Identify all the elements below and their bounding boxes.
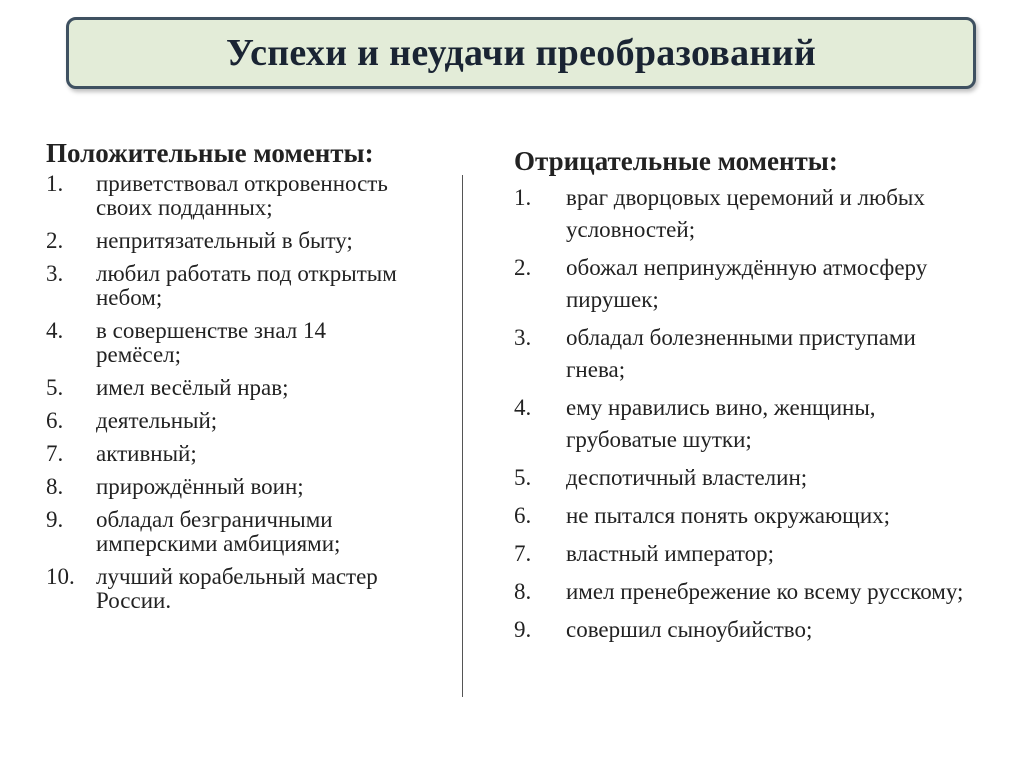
list-item (46, 442, 406, 466)
item-text: непритязательный в быту; (96, 228, 353, 253)
list-item (514, 462, 974, 494)
item-text: приветствовал откровенность своих подданных; (96, 171, 388, 220)
item-number: 6. (514, 503, 532, 528)
item-number: 5. (514, 465, 532, 490)
negative-heading: Отрицательные моменты: (514, 146, 838, 176)
list-item (46, 262, 406, 310)
list-item (46, 508, 406, 556)
list-item (514, 322, 974, 386)
list-item (46, 172, 406, 220)
item-number: 5. (46, 375, 64, 400)
negative-list (514, 182, 974, 646)
list-item (46, 376, 406, 400)
list-item (514, 252, 974, 316)
item-text: ему нравились вино, женщины, грубоватые шутки; (566, 395, 876, 452)
item-text: обладал болезненными приступами гнева; (566, 325, 916, 382)
item-text: активный; (96, 441, 197, 466)
item-text: имел пренебрежение ко всему русскому; (566, 579, 964, 604)
item-number: 9. (514, 617, 532, 642)
item-number: 4. (46, 318, 64, 343)
list-item (46, 475, 406, 499)
positive-heading: Положительные моменты: (46, 138, 374, 168)
item-text: совершил сыноубийство; (566, 617, 813, 642)
list-item (46, 229, 406, 253)
item-text: лучший корабельный мастер России. (96, 564, 378, 613)
item-number: 7. (514, 541, 532, 566)
item-number: 8. (514, 579, 532, 604)
list-item (514, 500, 974, 532)
item-number: 2. (514, 255, 532, 280)
item-text: имел весёлый нрав; (96, 375, 289, 400)
list-item (514, 576, 974, 608)
item-number: 2. (46, 228, 64, 253)
item-number: 1. (46, 171, 64, 196)
item-number: 10. (46, 564, 75, 589)
item-text: деятельный; (96, 408, 218, 433)
item-text: властный император; (566, 541, 774, 566)
item-number: 4. (514, 395, 532, 420)
item-text: обожал непринуждённую атмосферу пирушек; (566, 255, 928, 312)
item-number: 7. (46, 441, 64, 466)
positive-list (46, 172, 406, 613)
item-text: деспотичный властелин; (566, 465, 808, 490)
page-title: Успехи и неудачи преобразований (225, 32, 817, 74)
item-number: 9. (46, 507, 64, 532)
item-number: 3. (46, 261, 64, 286)
column-divider (462, 175, 463, 697)
list-item (514, 392, 974, 456)
list-item (514, 614, 974, 646)
item-text: в совершенстве знал 14 ремёсел; (96, 318, 326, 367)
item-text: любил работать под открытым небом; (96, 261, 397, 310)
list-item (514, 182, 974, 246)
item-text: не пытался понять окружающих; (566, 503, 891, 528)
item-text: обладал безграничными имперскими амбициями; (96, 507, 341, 556)
item-text: прирождённый воин; (96, 474, 304, 499)
list-item (46, 565, 406, 613)
item-number: 3. (514, 325, 532, 350)
list-item (46, 319, 406, 367)
positive-column (46, 138, 406, 622)
list-item (514, 538, 974, 570)
negative-column (514, 146, 974, 652)
list-item (46, 409, 406, 433)
item-number: 6. (46, 408, 64, 433)
item-number: 8. (46, 474, 64, 499)
item-number: 1. (514, 185, 532, 210)
item-text: враг дворцовых церемоний и любых условностей; (566, 185, 925, 242)
title-banner (66, 17, 976, 89)
